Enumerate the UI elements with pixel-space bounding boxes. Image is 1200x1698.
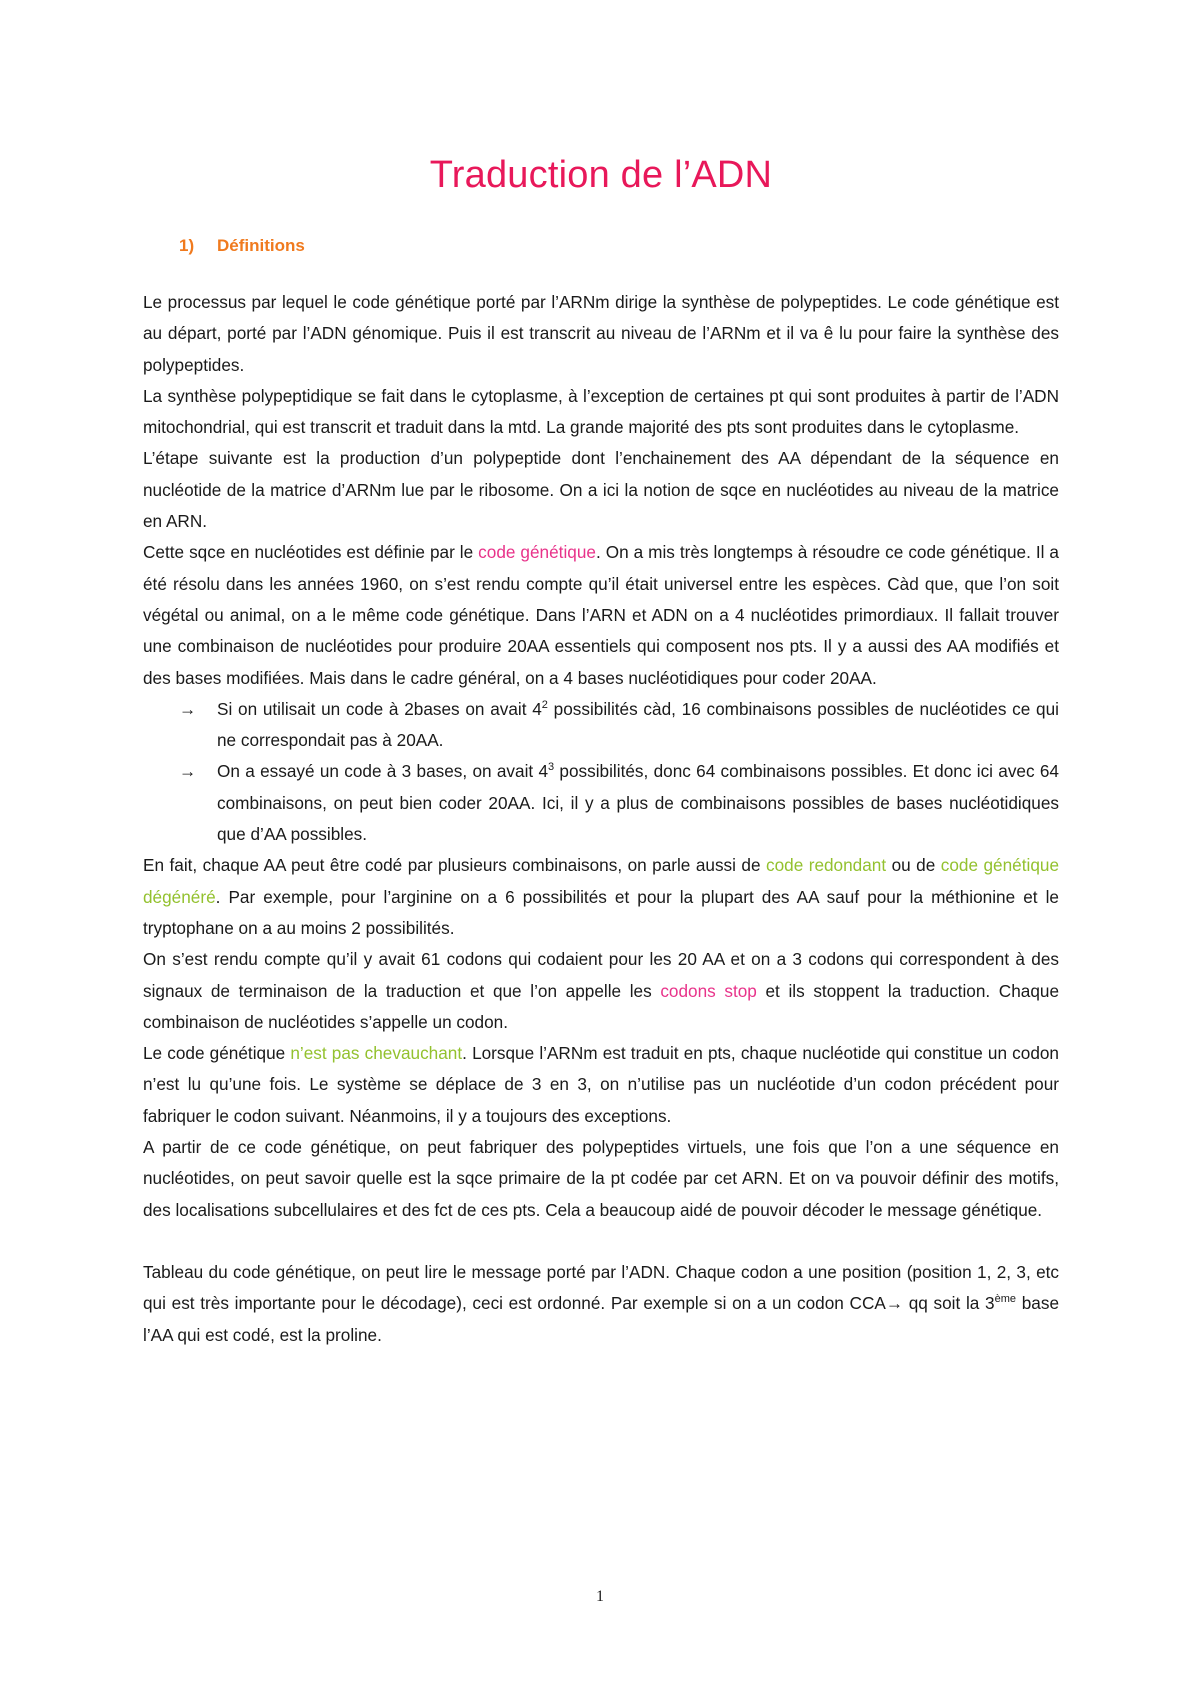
text-run: . Lorsque l’ARNm est traduit en pts, chaque nucléotide qui constitue un codon n’est lu qu’une fois. Le système se déplace de 3 en 3, on n’utilise pas un nucléotide d’un codon précédent pour fabriquer le codon suivant. Néanmoins, il y a toujours des exceptions. xyxy=(143,1043,1059,1126)
document-body xyxy=(143,287,1059,1351)
highlight-code-genetique: code génétique xyxy=(478,542,596,563)
paragraph-8: A partir de ce code génétique, on peut fabriquer des polypeptides virtuels, une fois que l’on a une séquence en nucléotides, on peut savoir quelle est la sqce primaire de la pt codée par cet ARN. Et on va pouvoir définir des motifs, des localisations subcellulaires et des fct de ces pts. Cela a beaucoup aidé de pouvoir décoder le message génétique. xyxy=(143,1137,1059,1220)
arrow-icon: → xyxy=(179,761,197,782)
document-title: Traduction de l’ADN xyxy=(429,154,773,196)
arrow-icon: → xyxy=(179,698,197,719)
bullet-list xyxy=(143,694,1059,850)
text-run: . Par exemple, pour l’arginine on a 6 possibilités et pour la plupart des AA sauf pour la méthionine et le tryptophane on a au moins 2 possibilités. xyxy=(143,886,1059,938)
text-run: En fait, chaque AA peut être codé par plusieurs combinaisons, on parle aussi de xyxy=(143,855,766,876)
paragraph-4 xyxy=(143,537,1059,693)
paragraph-2: La synthèse polypeptidique se fait dans le cytoplasme, à l’exception de certaines pt qui sont produites à partir de l’ADN mitochondrial, qui est transcrit et traduit dans la mtd. La grande majorité des pts sont produites dans le cytoplasme. xyxy=(143,385,1059,438)
text-run: On s’est rendu compte qu’il y avait 61 codons qui codaient pour les 20 AA et on a 3 codons qui correspondent à des signaux de terminaison de la traduction et que l’on appelle les xyxy=(143,949,1059,1001)
section-number: 1) xyxy=(179,236,195,255)
paragraph-7 xyxy=(143,1038,1059,1132)
highlight-non-chevauchant: n’est pas chevauchant xyxy=(290,1043,463,1064)
paragraph-3: L’étape suivante est la production d’un polypeptide dont l’enchainement des AA dépendant de la séquence en nucléotide de la matrice d’ARNm lue par le ribosome. On a ici la notion de sqce en nucléotides au niveau de la matrice en ARN. xyxy=(143,448,1059,532)
highlight-code-degenere: code génétique dégénéré xyxy=(143,855,1060,907)
paragraph-9 xyxy=(143,1257,1059,1351)
text-run: possibilités, donc 64 combinaisons possibles. Et donc ici avec 64 combinaisons, on peut bien coder 20AA. Ici, il y a plus de combinaisons possibles de bases nucléotidiques que d’AA possibles. xyxy=(217,761,1059,845)
text-run: base l’AA qui est codé, est la proline. xyxy=(143,1293,1060,1345)
text-run: Tableau du code génétique, on peut lire le message porté par l’ADN. Chaque codon a une position (position 1, 2, 3, etc qui est très importante pour le décodage), ceci est ordonné. Par exemple si on a un codon CCA→ qq soit la 3 xyxy=(143,1261,1059,1314)
paragraph-5 xyxy=(143,850,1059,944)
text-run: Le code génétique xyxy=(143,1043,291,1064)
text-run: Cette sqce en nucléotides est définie par le xyxy=(143,542,479,563)
bullet-item xyxy=(143,756,1059,850)
superscript: 3 xyxy=(548,761,555,774)
highlight-codons-stop: codons stop xyxy=(660,980,757,1001)
text-run: et ils stoppent la traduction. Chaque combinaison de nucléotides s’appelle un codon. xyxy=(143,980,1059,1032)
text-run: possibilités càd, 16 combinaisons possibles de nucléotides ce qui ne correspondait pas à 20AA. xyxy=(217,698,1059,751)
section-heading xyxy=(179,234,1059,258)
superscript: ème xyxy=(994,1293,1017,1306)
text-run: ou de xyxy=(886,855,941,876)
section-label: Définitions xyxy=(217,236,305,255)
text-run: . On a mis très longtemps à résoudre ce code génétique. Il a été résolu dans les années 1960, on s’est rendu compte qu’il était universel entre les espèces. Càd que, que l’on soit végétal ou animal, on a le même code génétique. Dans l’ARN et ADN on a 4 nucléotides primordiaux. Il fallait trouver une combinaison de nucléotides pour produire 20AA essentiels qui composent nos pts. Il y a aussi des AA modifiés et des bases modifiées. Mais dans le cadre général, on a 4 bases nucléotidiques pour coder 20AA. xyxy=(143,542,1059,688)
paragraph-6 xyxy=(143,944,1059,1038)
highlight-code-redondant: code redondant xyxy=(765,855,887,876)
superscript: 2 xyxy=(541,698,548,711)
page-number: 1 xyxy=(596,1588,604,1605)
text-run: Si on utilisait un code à 2bases on avait 4 xyxy=(217,698,542,719)
paragraph-1: Le processus par lequel le code génétique porté par l’ARNm dirige la synthèse de polypeptides. Le code génétique est au départ, porté par l’ADN génomique. Puis il est transcrit au niveau de l’ARNm et il va ê lu pour faire la synthèse des polypeptides. xyxy=(143,292,1059,375)
bullet-item xyxy=(143,694,1059,757)
text-run: On a essayé un code à 3 bases, on avait 4 xyxy=(217,761,549,782)
